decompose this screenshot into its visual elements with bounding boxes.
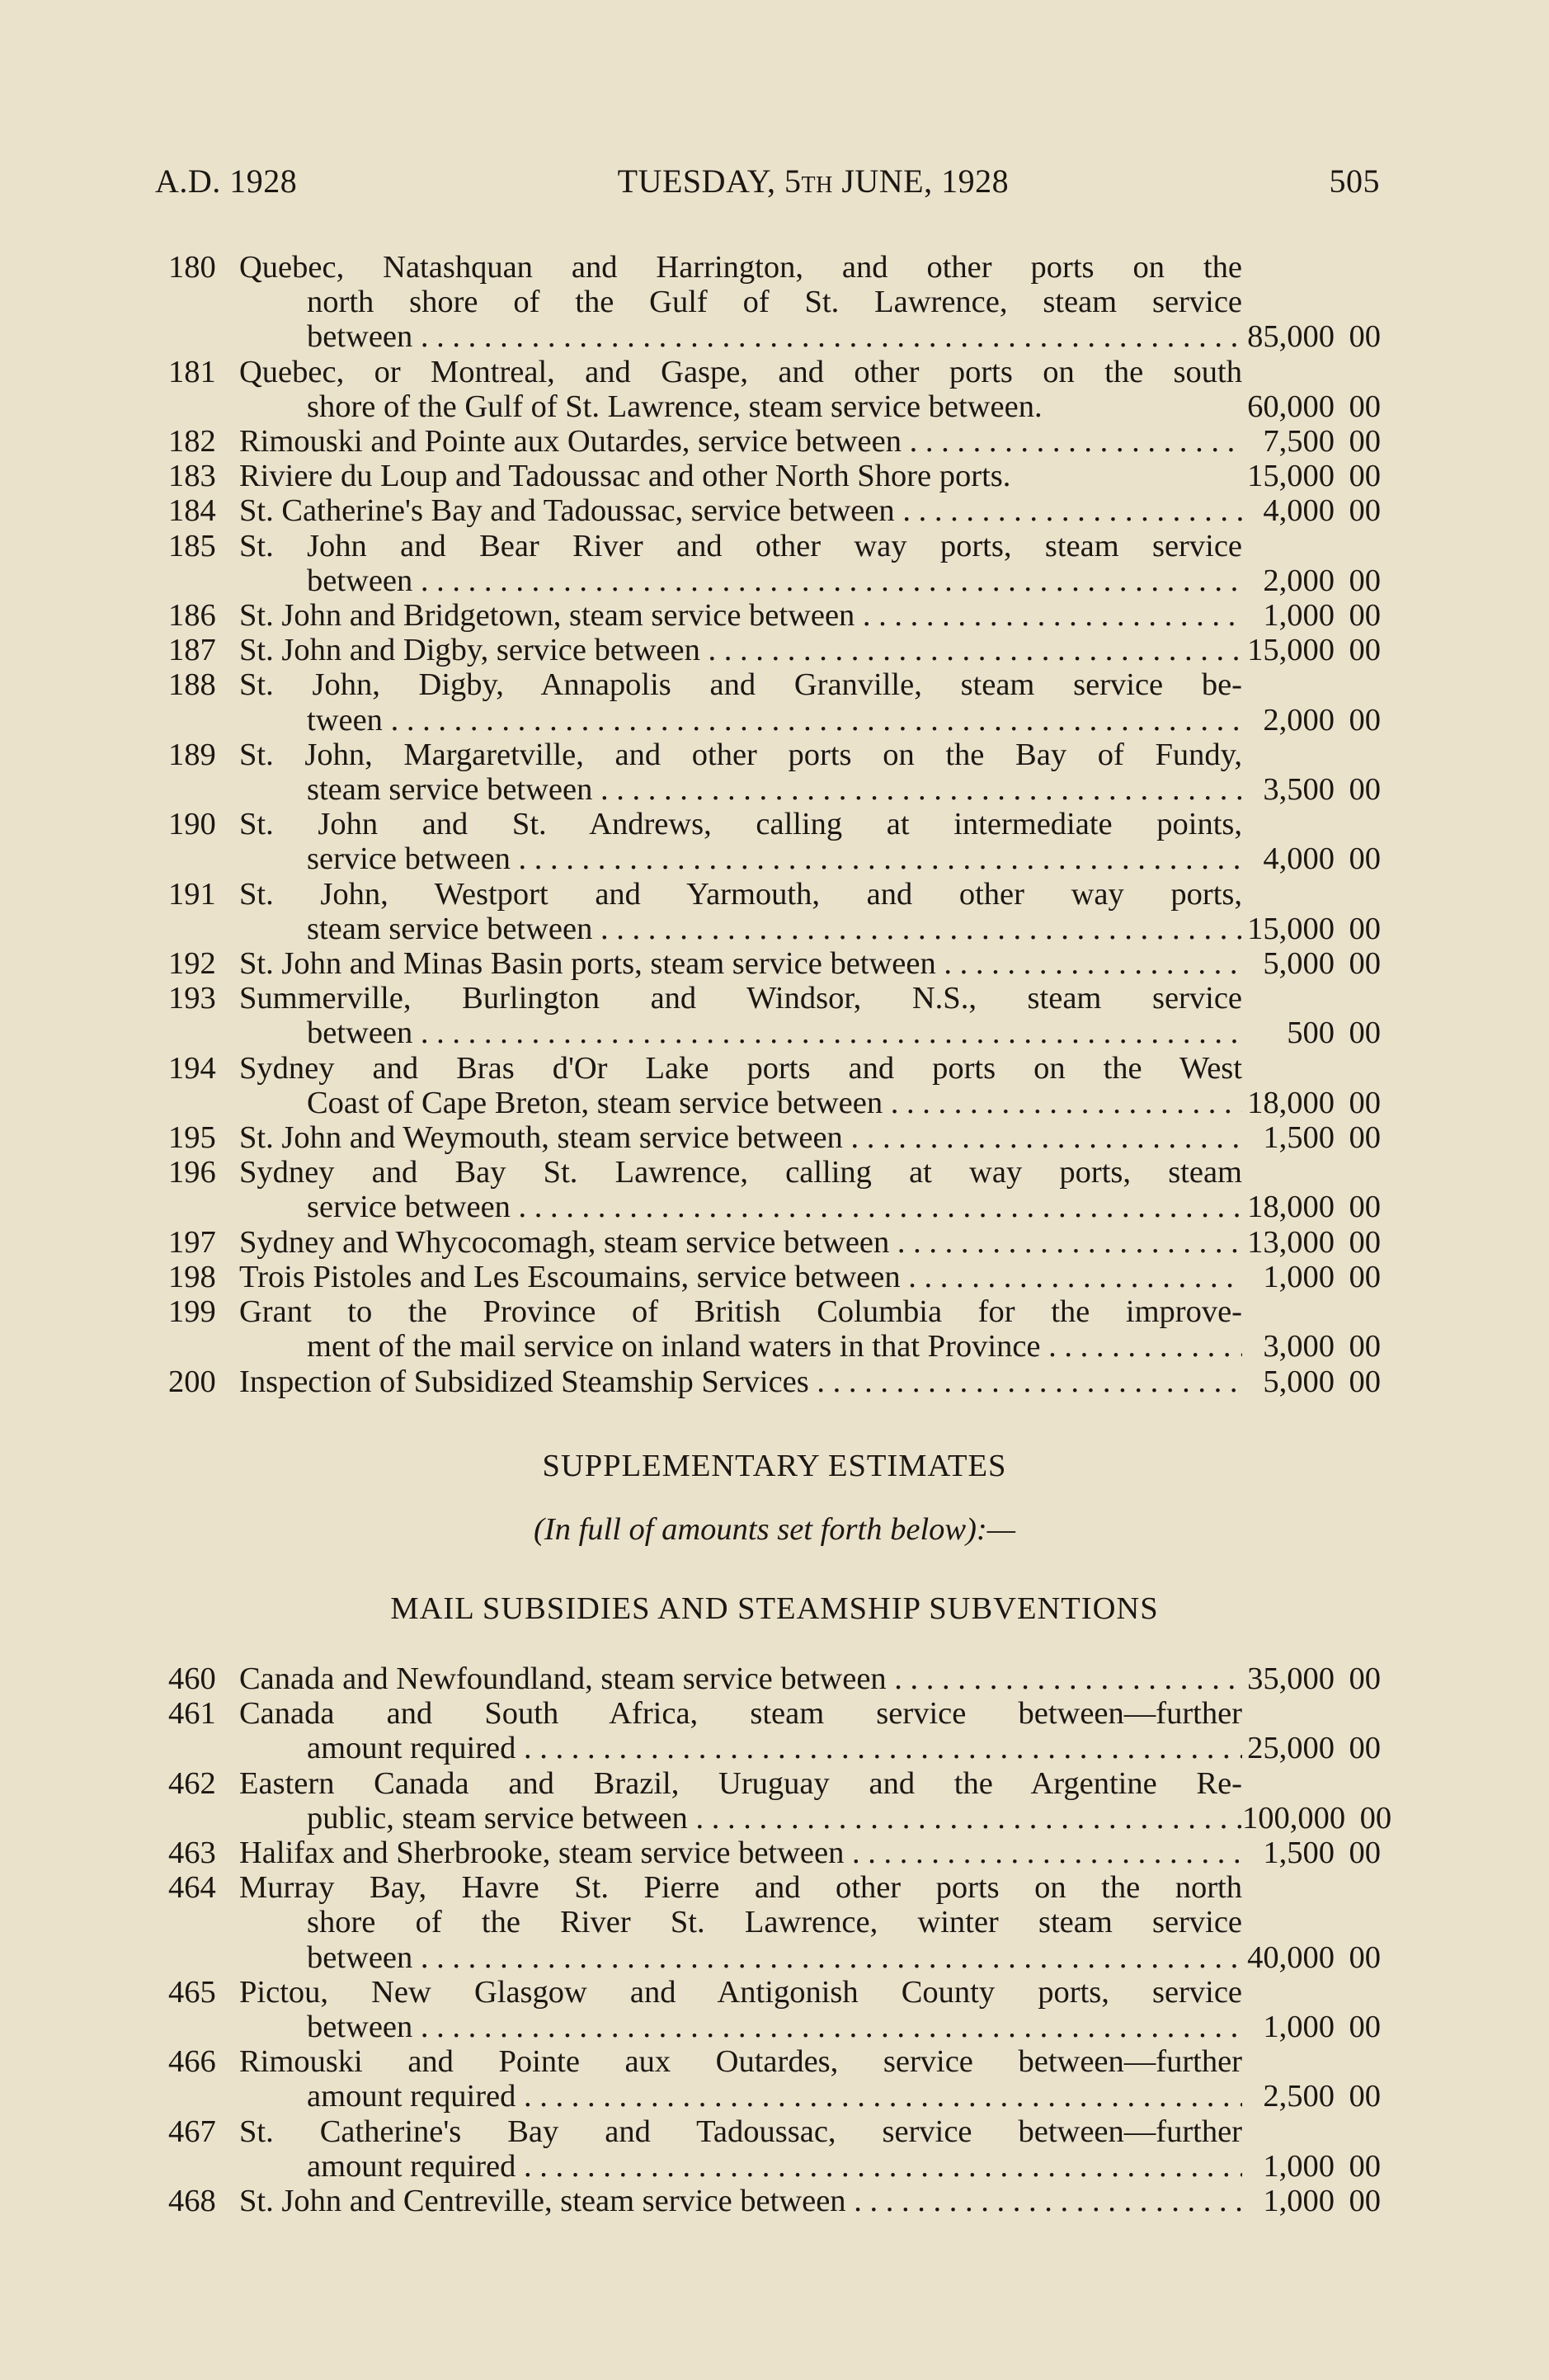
item-description bbox=[239, 459, 1242, 493]
estimate-item bbox=[168, 1155, 1381, 1224]
page-number: 505 bbox=[1329, 163, 1380, 200]
item-number: 184 bbox=[168, 493, 216, 529]
description-line: between . . . bbox=[239, 319, 1242, 354]
amount-dollars: 2,000 bbox=[1263, 702, 1335, 738]
item-description bbox=[239, 424, 1242, 459]
header-date: TUESDAY, 5th JUNE, 1928 bbox=[617, 163, 1010, 200]
estimate-item bbox=[168, 1051, 1381, 1120]
item-number: 460 bbox=[168, 1661, 216, 1696]
item-amount bbox=[1242, 1294, 1381, 1364]
amount-dollars: 1,500 bbox=[1263, 1836, 1335, 1871]
item-number: 191 bbox=[168, 876, 216, 912]
item-number: 187 bbox=[168, 633, 216, 668]
item-description bbox=[239, 807, 1242, 876]
amount-dollars: 1,500 bbox=[1263, 1120, 1335, 1156]
description-line: ment of the mail service on inland waters in that Province . . . bbox=[239, 1329, 1242, 1364]
amount-dollars: 18,000 bbox=[1247, 1085, 1335, 1120]
estimate-item bbox=[168, 2114, 1381, 2184]
item-number: 467 bbox=[168, 2114, 216, 2149]
description-line: St. John and St. Andrews, calling at intermediate points, bbox=[239, 807, 1242, 842]
amount-dollars: 13,000 bbox=[1247, 1224, 1335, 1260]
item-description bbox=[239, 529, 1242, 598]
item-description bbox=[239, 1975, 1242, 2044]
description-line: shore of the Gulf of St. Lawrence, steam service between. bbox=[307, 389, 1043, 424]
description-line: Riviere du Loup and Tadoussac and other North Shore ports. bbox=[239, 459, 1011, 494]
item-number: 181 bbox=[168, 354, 216, 389]
item-description bbox=[239, 1120, 1242, 1155]
amount-dollars: 1,000 bbox=[1263, 1259, 1335, 1294]
description-line: Sydney and Whycocomagh, steam service between . . . bbox=[239, 1225, 1242, 1260]
estimate-item bbox=[168, 633, 1381, 667]
item-number: 466 bbox=[168, 2044, 216, 2080]
description-line: steam service between . . . bbox=[239, 912, 1242, 946]
description-line: public, steam service between . . . bbox=[239, 1801, 1242, 1836]
item-number: 194 bbox=[168, 1050, 216, 1086]
amount-cents: 00 bbox=[1349, 772, 1381, 808]
item-description bbox=[239, 667, 1242, 737]
description-line: north shore of the Gulf of St. Lawrence, steam service bbox=[307, 285, 1242, 320]
description-line: Canada and Newfoundland, steam service between . . . bbox=[239, 1661, 1242, 1696]
estimate-item bbox=[168, 1225, 1381, 1260]
amount-dollars: 1,000 bbox=[1263, 2010, 1335, 2045]
description-line: Murray Bay, Havre St. Pierre and other ports on the north bbox=[239, 1870, 1242, 1906]
amount-cents: 00 bbox=[1349, 319, 1381, 355]
description-line: St. John and Centreville, steam service between . . . bbox=[239, 2184, 1242, 2218]
item-amount bbox=[1242, 667, 1381, 737]
item-amount bbox=[1242, 2184, 1381, 2218]
description-line: Pictou, New Glasgow and Antigonish County ports, service bbox=[239, 1974, 1242, 2010]
item-amount bbox=[1242, 1696, 1381, 1765]
amount-cents: 00 bbox=[1349, 1224, 1381, 1260]
description-line: St. John, Westport and Yarmouth, and other way ports, bbox=[239, 876, 1242, 912]
item-description bbox=[239, 598, 1242, 633]
estimate-item bbox=[168, 667, 1381, 737]
item-amount bbox=[1242, 493, 1381, 528]
estimate-item bbox=[168, 807, 1381, 876]
item-number: 192 bbox=[168, 946, 216, 982]
description-line: shore of the River St. Lawrence, winter steam service bbox=[307, 1905, 1242, 1940]
item-amount bbox=[1242, 2044, 1381, 2114]
item-description bbox=[239, 877, 1242, 946]
item-number: 200 bbox=[168, 1364, 216, 1399]
description-line: Sydney and Bras d'Or Lake ports and ports on the West bbox=[239, 1050, 1242, 1086]
amount-dollars: 25,000 bbox=[1247, 1731, 1335, 1766]
description-line: Coast of Cape Breton, steam service between . . . bbox=[239, 1086, 1242, 1120]
amount-dollars: 60,000 bbox=[1247, 389, 1335, 424]
amount-cents: 00 bbox=[1349, 946, 1381, 982]
item-amount bbox=[1242, 529, 1381, 598]
estimate-item bbox=[168, 1364, 1381, 1399]
description-line: Quebec, or Montreal, and Gaspe, and other ports on the south bbox=[239, 354, 1242, 389]
description-line: St. Catherine's Bay and Tadoussac, service between . . . bbox=[239, 493, 1242, 528]
amount-cents: 00 bbox=[1359, 1800, 1392, 1836]
description-line: between . . . bbox=[239, 2010, 1242, 2044]
description-line: St. John and Digby, service between . . . bbox=[239, 633, 1242, 667]
amount-dollars: 4,000 bbox=[1263, 493, 1335, 529]
description-line: service between . . . bbox=[239, 1190, 1242, 1224]
estimate-item bbox=[168, 1661, 1381, 1696]
amount-cents: 00 bbox=[1349, 493, 1381, 529]
item-number: 468 bbox=[168, 2184, 216, 2219]
item-description bbox=[239, 1766, 1242, 1836]
estimate-item bbox=[168, 1260, 1381, 1294]
item-number: 462 bbox=[168, 1765, 216, 1801]
amount-dollars: 2,000 bbox=[1263, 563, 1335, 598]
description-line: tween . . . bbox=[239, 703, 1242, 738]
amount-dollars: 15,000 bbox=[1247, 459, 1335, 494]
amount-dollars: 1,000 bbox=[1263, 598, 1335, 634]
estimate-item bbox=[168, 529, 1381, 598]
amount-dollars: 2,500 bbox=[1263, 2079, 1335, 2114]
item-amount bbox=[1242, 1260, 1381, 1294]
description-line: St. Catherine's Bay and Tadoussac, service between—further bbox=[239, 2114, 1242, 2149]
amount-dollars: 5,000 bbox=[1263, 946, 1335, 982]
header-year: A.D. 1928 bbox=[155, 163, 298, 200]
amount-dollars: 500 bbox=[1287, 1016, 1335, 1051]
amount-dollars: 18,000 bbox=[1247, 1190, 1335, 1225]
item-description bbox=[239, 1661, 1242, 1696]
description-line: Inspection of Subsidized Steamship Services . . . bbox=[239, 1364, 1242, 1399]
amount-dollars: 3,500 bbox=[1263, 772, 1335, 808]
description-line: Sydney and Bay St. Lawrence, calling at way ports, steam bbox=[239, 1155, 1242, 1190]
amount-cents: 00 bbox=[1349, 598, 1381, 634]
description-line: amount required . . . bbox=[239, 1731, 1242, 1765]
amount-cents: 00 bbox=[1349, 1259, 1381, 1294]
description-line: Canada and South Africa, steam service between—further bbox=[239, 1696, 1242, 1732]
description-line: Rimouski and Pointe aux Outardes, service between—further bbox=[239, 2044, 1242, 2080]
amount-cents: 00 bbox=[1349, 2184, 1381, 2219]
estimate-item bbox=[168, 1975, 1381, 2044]
estimate-item bbox=[168, 2044, 1381, 2114]
description-line: Trois Pistoles and Les Escoumains, service between . . . bbox=[239, 1260, 1242, 1294]
amount-dollars: 4,000 bbox=[1263, 841, 1335, 877]
item-description bbox=[239, 355, 1242, 424]
amount-dollars: 15,000 bbox=[1247, 911, 1335, 946]
amount-cents: 00 bbox=[1349, 1190, 1381, 1225]
description-line: service between . . . bbox=[239, 841, 1242, 876]
item-description bbox=[239, 2114, 1242, 2184]
amount-cents: 00 bbox=[1349, 1661, 1381, 1696]
estimate-item bbox=[168, 598, 1381, 633]
amount-cents: 00 bbox=[1349, 424, 1381, 460]
description-line: St. John and Weymouth, steam service between . . . bbox=[239, 1120, 1242, 1155]
amount-dollars: 3,000 bbox=[1263, 1329, 1335, 1364]
estimate-item bbox=[168, 1765, 1392, 1836]
amount-cents: 00 bbox=[1349, 2148, 1381, 2184]
item-description bbox=[239, 1260, 1242, 1294]
description-line: Rimouski and Pointe aux Outardes, service between . . . bbox=[239, 424, 1242, 459]
description-line: St. John and Bridgetown, steam service between . . . bbox=[239, 598, 1242, 633]
amount-cents: 00 bbox=[1349, 841, 1381, 877]
estimate-item bbox=[168, 493, 1381, 528]
amount-dollars: 1,000 bbox=[1263, 2148, 1335, 2184]
description-line: between . . . bbox=[239, 1940, 1242, 1975]
supplementary-heading: SUPPLEMENTARY ESTIMATES bbox=[542, 1449, 1007, 1483]
estimate-item bbox=[168, 1294, 1381, 1364]
amount-dollars: 35,000 bbox=[1247, 1661, 1335, 1696]
description-line: St. John, Margaretville, and other ports on the Bay of Fundy, bbox=[239, 737, 1242, 772]
description-line: amount required . . . bbox=[239, 2149, 1242, 2184]
amount-cents: 00 bbox=[1349, 1939, 1381, 1975]
item-number: 182 bbox=[168, 424, 216, 460]
estimate-item bbox=[168, 946, 1381, 981]
item-description bbox=[239, 633, 1242, 667]
estimate-item bbox=[168, 738, 1381, 807]
estimate-item bbox=[168, 459, 1381, 493]
item-description bbox=[239, 1696, 1242, 1765]
item-amount bbox=[1242, 250, 1381, 355]
item-description bbox=[239, 2044, 1242, 2114]
amount-cents: 00 bbox=[1349, 911, 1381, 946]
amount-cents: 00 bbox=[1349, 1016, 1381, 1051]
item-description bbox=[239, 1155, 1242, 1224]
item-number: 190 bbox=[168, 807, 216, 842]
estimate-item bbox=[168, 981, 1381, 1050]
amount-cents: 00 bbox=[1349, 459, 1381, 494]
item-amount bbox=[1242, 2114, 1381, 2184]
item-amount bbox=[1242, 355, 1381, 424]
item-amount bbox=[1242, 1155, 1381, 1224]
estimate-item bbox=[168, 1696, 1381, 1765]
item-amount bbox=[1242, 807, 1381, 876]
item-number: 464 bbox=[168, 1870, 216, 1906]
item-number: 465 bbox=[168, 1974, 216, 2010]
item-amount bbox=[1242, 459, 1381, 493]
running-header bbox=[155, 162, 1380, 200]
item-amount bbox=[1242, 981, 1381, 1050]
item-number: 197 bbox=[168, 1224, 216, 1260]
item-number: 463 bbox=[168, 1836, 216, 1871]
estimate-item bbox=[168, 1120, 1381, 1155]
description-line: St. John and Bear River and other way ports, steam service bbox=[239, 528, 1242, 563]
item-description bbox=[239, 1225, 1242, 1260]
item-amount bbox=[1242, 1975, 1381, 2044]
description-line: Eastern Canada and Brazil, Uruguay and the Argentine Re- bbox=[239, 1765, 1242, 1801]
estimate-item bbox=[168, 1870, 1381, 1975]
amount-cents: 00 bbox=[1349, 563, 1381, 598]
item-description bbox=[239, 1051, 1242, 1120]
item-number: 186 bbox=[168, 598, 216, 634]
item-description bbox=[239, 2184, 1242, 2218]
description-line: amount required . . . bbox=[239, 2079, 1242, 2114]
amount-cents: 00 bbox=[1349, 1364, 1381, 1399]
description-line: between . . . bbox=[239, 1016, 1242, 1050]
amount-cents: 00 bbox=[1349, 633, 1381, 668]
description-line: St. John and Minas Basin ports, steam service between . . . bbox=[239, 946, 1242, 981]
amount-dollars: 1,000 bbox=[1263, 2184, 1335, 2219]
supplementary-estimates-list bbox=[168, 1661, 1392, 2219]
item-amount bbox=[1242, 424, 1381, 459]
item-description bbox=[239, 1870, 1242, 1975]
item-description bbox=[239, 946, 1242, 981]
amount-dollars: 7,500 bbox=[1263, 424, 1335, 460]
item-amount bbox=[1242, 1836, 1381, 1870]
amount-cents: 00 bbox=[1349, 2010, 1381, 2045]
item-number: 189 bbox=[168, 737, 216, 772]
amount-cents: 00 bbox=[1349, 702, 1381, 738]
amount-cents: 00 bbox=[1349, 2079, 1381, 2114]
estimate-item bbox=[168, 424, 1381, 459]
amount-dollars: 100,000 bbox=[1242, 1800, 1346, 1836]
item-amount bbox=[1242, 946, 1381, 981]
item-description bbox=[239, 738, 1242, 807]
estimate-item bbox=[168, 355, 1381, 424]
item-number: 196 bbox=[168, 1155, 216, 1190]
amount-cents: 00 bbox=[1349, 1329, 1381, 1364]
description-line: Halifax and Sherbrooke, steam service between . . . bbox=[239, 1836, 1242, 1870]
item-number: 193 bbox=[168, 981, 216, 1016]
estimate-item bbox=[168, 2184, 1381, 2218]
item-description bbox=[239, 1294, 1242, 1364]
item-amount bbox=[1242, 1364, 1381, 1399]
item-description bbox=[239, 981, 1242, 1050]
item-amount bbox=[1242, 738, 1381, 807]
description-line: steam service between . . . bbox=[239, 772, 1242, 807]
estimates-list bbox=[168, 250, 1381, 1399]
description-line: Quebec, Natashquan and Harrington, and other ports on the bbox=[239, 250, 1242, 285]
item-number: 461 bbox=[168, 1696, 216, 1732]
item-number: 195 bbox=[168, 1120, 216, 1156]
item-number: 185 bbox=[168, 528, 216, 563]
item-description bbox=[239, 1364, 1242, 1399]
item-description bbox=[239, 493, 1242, 528]
item-amount bbox=[1242, 1225, 1381, 1260]
amount-cents: 00 bbox=[1349, 1085, 1381, 1120]
item-amount bbox=[1242, 877, 1381, 946]
item-amount bbox=[1242, 633, 1381, 667]
amount-dollars: 5,000 bbox=[1263, 1364, 1335, 1399]
description-line: St. John, Digby, Annapolis and Granville, steam service be- bbox=[239, 667, 1242, 703]
item-amount bbox=[1242, 598, 1381, 633]
description-line: between . . . bbox=[239, 563, 1242, 598]
estimate-item bbox=[168, 250, 1381, 355]
description-line: Grant to the Province of British Columbia for the improve- bbox=[239, 1294, 1242, 1330]
amount-dollars: 40,000 bbox=[1247, 1939, 1335, 1975]
amount-cents: 00 bbox=[1349, 1836, 1381, 1871]
item-number: 183 bbox=[168, 459, 216, 494]
item-description bbox=[239, 250, 1242, 355]
amount-dollars: 85,000 bbox=[1247, 319, 1335, 355]
amount-cents: 00 bbox=[1349, 389, 1381, 424]
item-number: 180 bbox=[168, 250, 216, 285]
amount-cents: 00 bbox=[1349, 1120, 1381, 1156]
item-amount bbox=[1242, 1051, 1381, 1120]
item-amount bbox=[1242, 1870, 1381, 1975]
mail-subsidies-heading: MAIL SUBSIDIES AND STEAMSHIP SUBVENTIONS bbox=[390, 1591, 1159, 1626]
item-number: 188 bbox=[168, 667, 216, 703]
item-amount bbox=[1242, 1766, 1391, 1836]
item-amount bbox=[1242, 1120, 1381, 1155]
item-description bbox=[239, 1836, 1242, 1870]
item-number: 198 bbox=[168, 1259, 216, 1294]
amount-cents: 00 bbox=[1349, 1731, 1381, 1766]
item-amount bbox=[1242, 1661, 1381, 1696]
amount-dollars: 15,000 bbox=[1247, 633, 1335, 668]
estimate-item bbox=[168, 877, 1381, 946]
supplementary-note: (In full of amounts set forth below):— bbox=[534, 1512, 1015, 1547]
description-line: Summerville, Burlington and Windsor, N.S., steam service bbox=[239, 981, 1242, 1016]
item-number: 199 bbox=[168, 1294, 216, 1330]
estimate-item bbox=[168, 1836, 1381, 1870]
